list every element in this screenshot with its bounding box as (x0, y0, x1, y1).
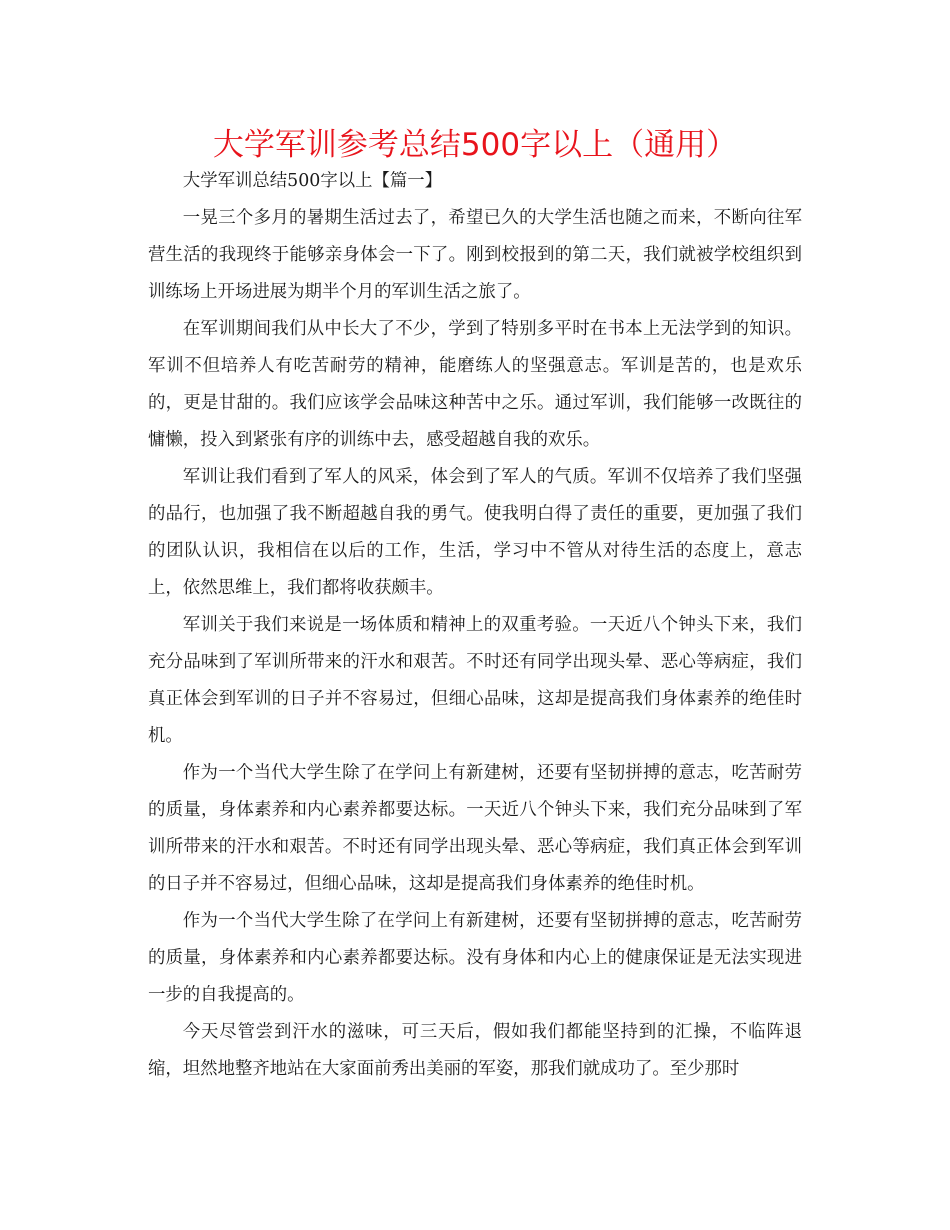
paragraph: 在军训期间我们从中长大了不少，学到了特别多平时在书本上无法学到的知识。军训不但培养人有吃苦耐劳的精神，能磨练人的坚强意志。军训是苦的，也是欢乐的，更是甘甜的。我们应该学会品味这种苦中之乐。通过军训，我们能够一改既往的慵懒，投入到紧张有序的训练中去，感受超越自我的欢乐。 (148, 319, 802, 450)
section-heading: 大学军训总结500字以上【篇一】 (182, 171, 443, 191)
document-body (148, 163, 802, 1088)
paragraph: 军训让我们看到了军人的风采，体会到了军人的气质。军训不仅培养了我们坚强的品行，也加强了我不断超越自我的勇气。使我明白得了责任的重要，更加强了我们的团队认识，我相信在以后的工作，生活，学习中不管从对待生活的态度上，意志上，依然思维上，我们都将收获颇丰。 (148, 467, 802, 598)
paragraph: 作为一个当代大学生除了在学问上有新建树，还要有坚韧拼搏的意志，吃苦耐劳的质量，身体素养和内心素养都要达标。一天近八个钟头下来，我们充分品味到了军训所带来的汗水和艰苦。不时还有同学出现头晕、恶心等病症，我们真正体会到军训的日子并不容易过，但细心品味，这却是提高我们身体素养的绝佳时机。 (148, 763, 802, 894)
paragraph: 一晃三个多月的暑期生活过去了，希望已久的大学生活也随之而来，不断向往军营生活的我现终于能够亲身体会一下了。刚到校报到的第二天，我们就被学校组织到训练场上开场进展为期半个月的军训生活之旅了。 (148, 208, 802, 302)
paragraph: 作为一个当代大学生除了在学问上有新建树，还要有坚韧拼搏的意志，吃苦耐劳的质量，身体素养和内心素养都要达标。没有身体和内心上的健康保证是无法实现进一步的自我提高的。 (148, 911, 802, 1005)
paragraph: 今天尽管尝到汗水的滋味，可三天后，假如我们都能坚持到的汇操，不临阵退缩，坦然地整齐地站在大家面前秀出美丽的军姿，那我们就成功了。至少那时 (148, 1022, 802, 1079)
paragraph: 军训关于我们来说是一场体质和精神上的双重考验。一天近八个钟头下来，我们充分品味到了军训所带来的汗水和艰苦。不时还有同学出现头晕、恶心等病症，我们真正体会到军训的日子并不容易过，但细心品味，这却是提高我们身体素养的绝佳时机。 (148, 615, 802, 746)
document-title: 大学军训参考总结500字以上（通用） (212, 127, 738, 163)
